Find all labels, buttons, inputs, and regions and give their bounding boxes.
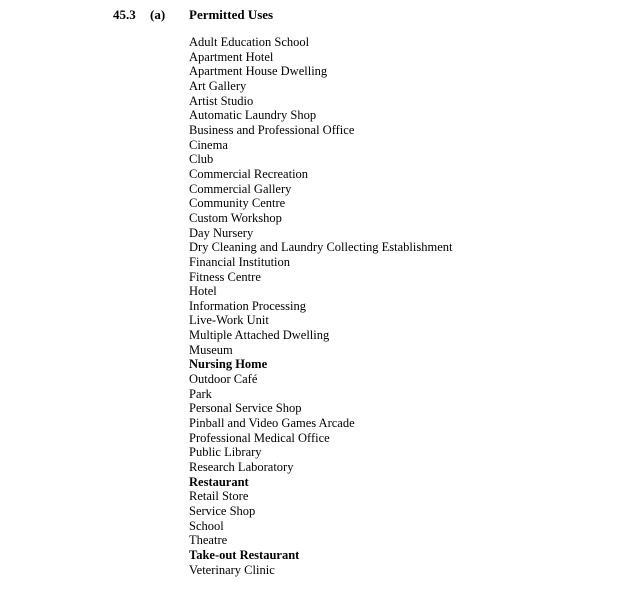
list-item: Professional Medical Office (189, 430, 330, 445)
list-item: Dry Cleaning and Laundry Collecting Establishment (189, 240, 453, 255)
section-heading (0, 6, 640, 24)
list-item: Automatic Laundry Shop (189, 108, 317, 123)
list-item: Commercial Recreation (189, 166, 309, 181)
list-item: Museum (189, 342, 233, 357)
list-item: Cinema (189, 137, 228, 152)
list-item: Day Nursery (189, 225, 254, 240)
list-item: Park (189, 386, 212, 401)
list-item: Veterinary Clinic (189, 562, 275, 577)
list-item: Service Shop (189, 504, 256, 518)
list-item: Theatre (189, 533, 228, 548)
list-item: Financial Institution (189, 254, 291, 269)
list-item: Art Gallery (189, 78, 247, 93)
list-item: Adult Education School (189, 35, 310, 49)
list-item: Live-Work Unit (189, 313, 269, 328)
list-item: Club (189, 152, 214, 167)
list-item: Information Processing (189, 298, 306, 313)
list-item: Artist Studio (189, 93, 254, 108)
section-number: 45.3 (113, 7, 136, 22)
list-item: Restaurant (189, 474, 249, 489)
list-item: Research Laboratory (189, 460, 294, 475)
subsection-label: (a) (150, 7, 166, 22)
list-item: Business and Professional Office (189, 122, 355, 137)
list-item: Nursing Home (189, 357, 268, 372)
list-item: Public Library (189, 445, 262, 460)
list-item: Apartment House Dwelling (189, 64, 328, 79)
list-item: Take-out Restaurant (189, 547, 300, 562)
list-item: Personal Service Shop (189, 401, 302, 416)
list-item: Hotel (189, 284, 217, 299)
list-item: School (189, 518, 224, 533)
list-item: Retail Store (189, 489, 249, 504)
list-item: Outdoor Café (189, 372, 258, 387)
list-item: Custom Workshop (189, 210, 282, 225)
list-item: Community Centre (189, 196, 286, 211)
section-title: Permitted Uses (189, 7, 274, 22)
list-item: Commercial Gallery (189, 181, 292, 196)
permitted-uses-list (189, 35, 453, 577)
list-item: Fitness Centre (189, 269, 261, 284)
list-item: Apartment Hotel (189, 49, 274, 64)
list-item: Pinball and Video Games Arcade (189, 416, 355, 431)
list-item: Multiple Attached Dwelling (189, 328, 330, 343)
